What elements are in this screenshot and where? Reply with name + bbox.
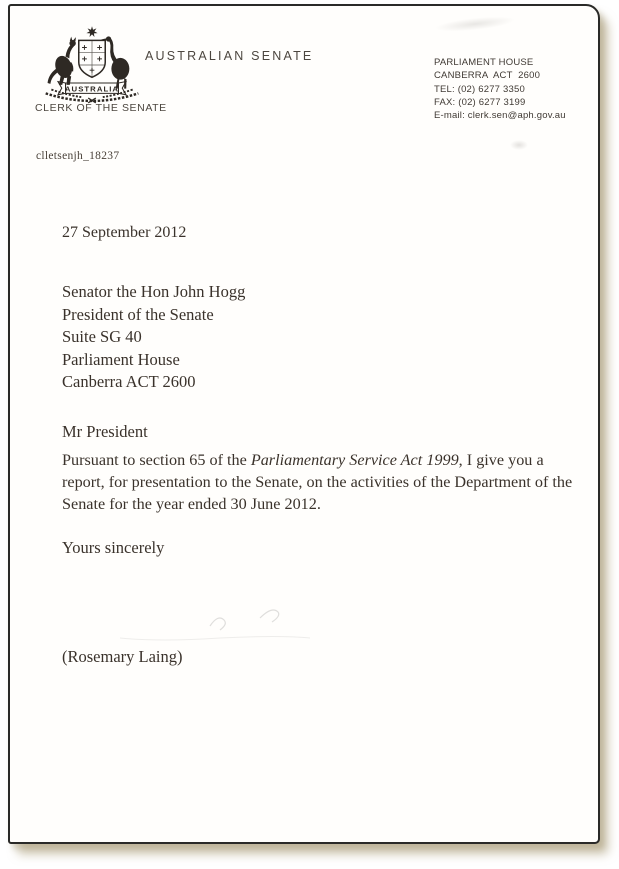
signatory-name: (Rosemary Laing) <box>62 647 183 666</box>
scan-smudge <box>510 140 528 150</box>
kangaroo-icon <box>48 37 76 85</box>
contact-email: E-mail: clerk.sen@aph.gov.au <box>434 110 566 122</box>
recipient-suite: Suite SG 40 <box>62 327 142 347</box>
contact-address-line2: CANBERRA ACT 2600 <box>434 70 541 82</box>
reference-code: clletsenjh_18237 <box>36 150 120 162</box>
body-paragraph <box>62 450 580 515</box>
shield-icon <box>79 40 105 77</box>
contact-address-line1: PARLIAMENT HOUSE <box>434 57 534 68</box>
recipient-block <box>62 281 245 394</box>
scan-smudge <box>435 14 516 34</box>
office-name: CLERK OF THE SENATE <box>35 102 167 114</box>
recipient-city: Canberra ACT 2600 <box>62 372 196 392</box>
signature-mark <box>100 578 420 648</box>
contact-tel: TEL: (02) 6277 3350 <box>434 83 525 95</box>
australia-banner <box>58 82 126 95</box>
contact-block <box>434 56 566 122</box>
salutation: Mr President <box>62 422 148 441</box>
letter-date: 27 September 2012 <box>62 224 187 241</box>
org-name: AUSTRALIAN SENATE <box>145 49 314 63</box>
body-text-after: , I give you a report, for presentation to the Senate, on the activities of the Department of the Senate for the year ended 30 June 2012. <box>62 451 573 513</box>
recipient-title: President of the Senate <box>62 304 214 324</box>
recipient-building: Parliament House <box>62 349 180 369</box>
letter-page <box>8 4 600 844</box>
body-text-before: Pursuant to section 65 of the <box>62 451 251 469</box>
recipient-name: Senator the Hon John Hogg <box>62 282 246 301</box>
contact-fax: FAX: (02) 6277 3199 <box>434 96 526 108</box>
closing: Yours sincerely <box>62 538 165 557</box>
crest-banner-text: AUSTRALIA <box>64 84 120 94</box>
coat-of-arms-icon <box>40 24 144 106</box>
body-act-title: Parliamentary Service Act 1999 <box>250 451 459 469</box>
commonwealth-star-icon <box>86 26 97 37</box>
